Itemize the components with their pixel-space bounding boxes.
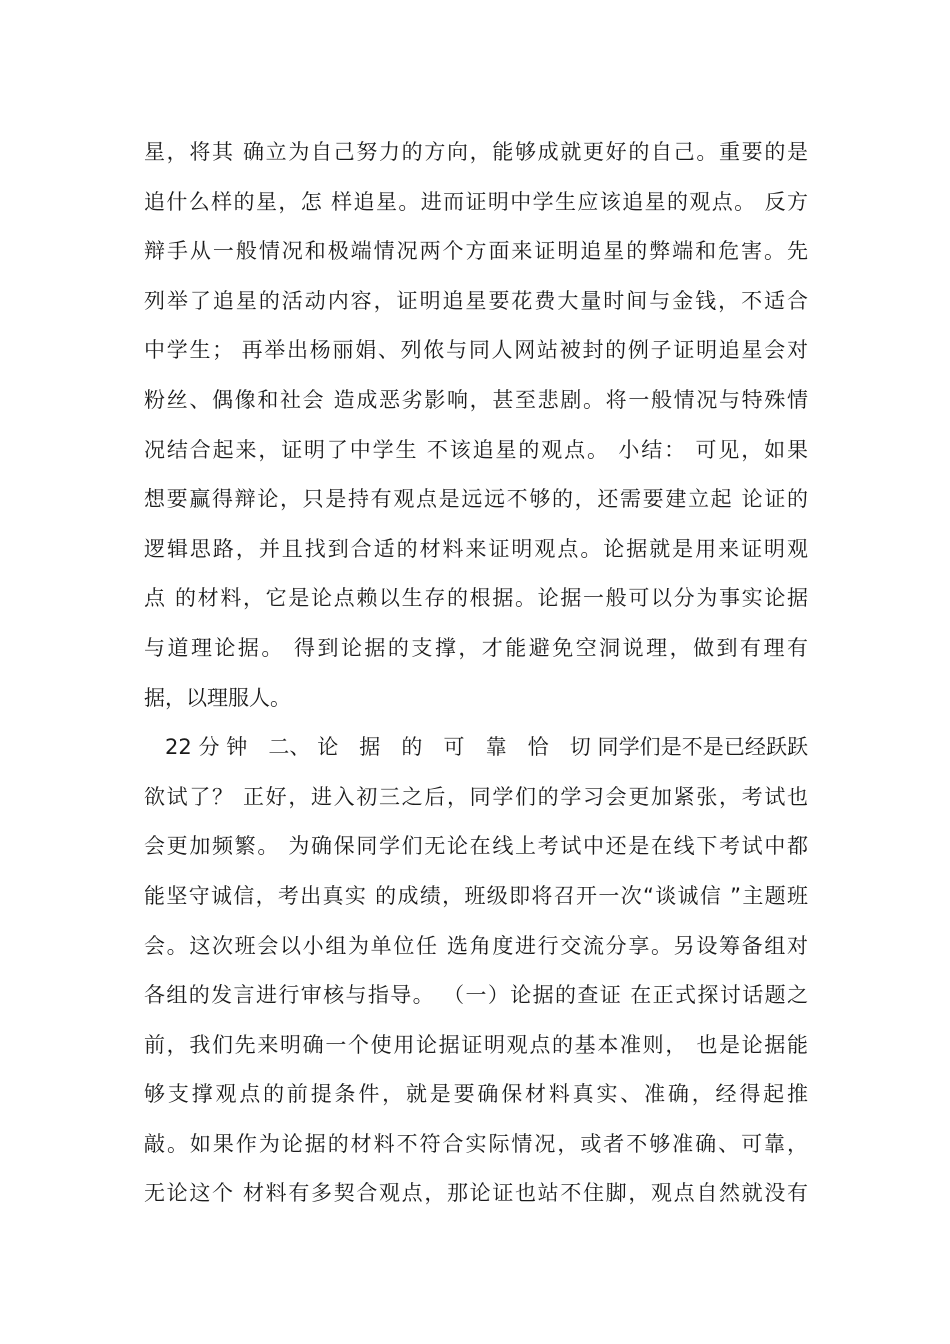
text-line: 列举了追星的活动内容，证明追星要花费大量时间与金钱，不适合	[144, 288, 808, 313]
text-line: 会更加频繁。 为确保同学们无论在线上考试中还是在线下考试中都	[144, 834, 808, 859]
text-line: 追什么样的星，怎 样追星。进而证明中学生应该追星的观点。 反方	[144, 189, 808, 214]
text-line: 前，我们先来明确一个使用论据证明观点的基本准则， 也是论据能	[144, 1032, 808, 1057]
text-line: 敲。如果作为论据的材料不符合实际情况，或者不够准确、可靠，	[144, 1131, 808, 1156]
text-line: 欲试了？ 正好，进入初三之后，同学们的学习会更加紧张，考试也	[144, 784, 808, 809]
text-line: 想要赢得辩论，只是持有观点是远远不够的，还需要建立起 论证的	[144, 487, 808, 512]
text-line: 各组的发言进行审核与指导。 （一）论据的查证 在正式探讨话题之	[144, 983, 808, 1008]
text-line: 22 分 钟 二、 论 据 的 可 靠 恰 切 同学们是不是已经跃跃	[144, 735, 808, 760]
text-line: 会。这次班会以小组为单位任 选角度进行交流分享。另设筹备组对	[144, 933, 808, 958]
text-line: 够支撑观点的前提条件，就是要确保材料真实、准确，经得起推	[144, 1082, 808, 1107]
body-text	[144, 128, 808, 1219]
text-line: 粉丝、偶像和社会 造成恶劣影响，甚至悲剧。将一般情况与特殊情	[144, 387, 808, 412]
text-line: 无论这个 材料有多契合观点，那论证也站不住脚，观点自然就没有	[144, 1181, 808, 1206]
text-line: 况结合起来，证明了中学生 不该追星的观点。 小结： 可见，如果	[144, 437, 808, 462]
text-line: 辩手从一般情况和极端情况两个方面来证明追星的弊端和危害。先	[144, 239, 808, 264]
text-line: 逻辑思路，并且找到合适的材料来证明观点。论据就是用来证明观	[144, 536, 808, 561]
text-line: 星，将其 确立为自己努力的方向，能够成就更好的自己。重要的是	[144, 140, 808, 164]
text-line: 点 的材料，它是论点赖以生存的根据。论据一般可以分为事实论据	[144, 586, 808, 611]
text-line: 据，以理服人。	[144, 685, 291, 710]
text-line: 与道理论据。 得到论据的支撑，才能避免空洞说理，做到有理有	[144, 635, 808, 660]
text-line: 能坚守诚信，考出真实 的成绩，班级即将召开一次“谈诚信 ”主题班	[144, 883, 808, 908]
text-line: 中学生； 再举出杨丽娟、列侬与同人网站被封的例子证明追星会对	[144, 338, 808, 363]
